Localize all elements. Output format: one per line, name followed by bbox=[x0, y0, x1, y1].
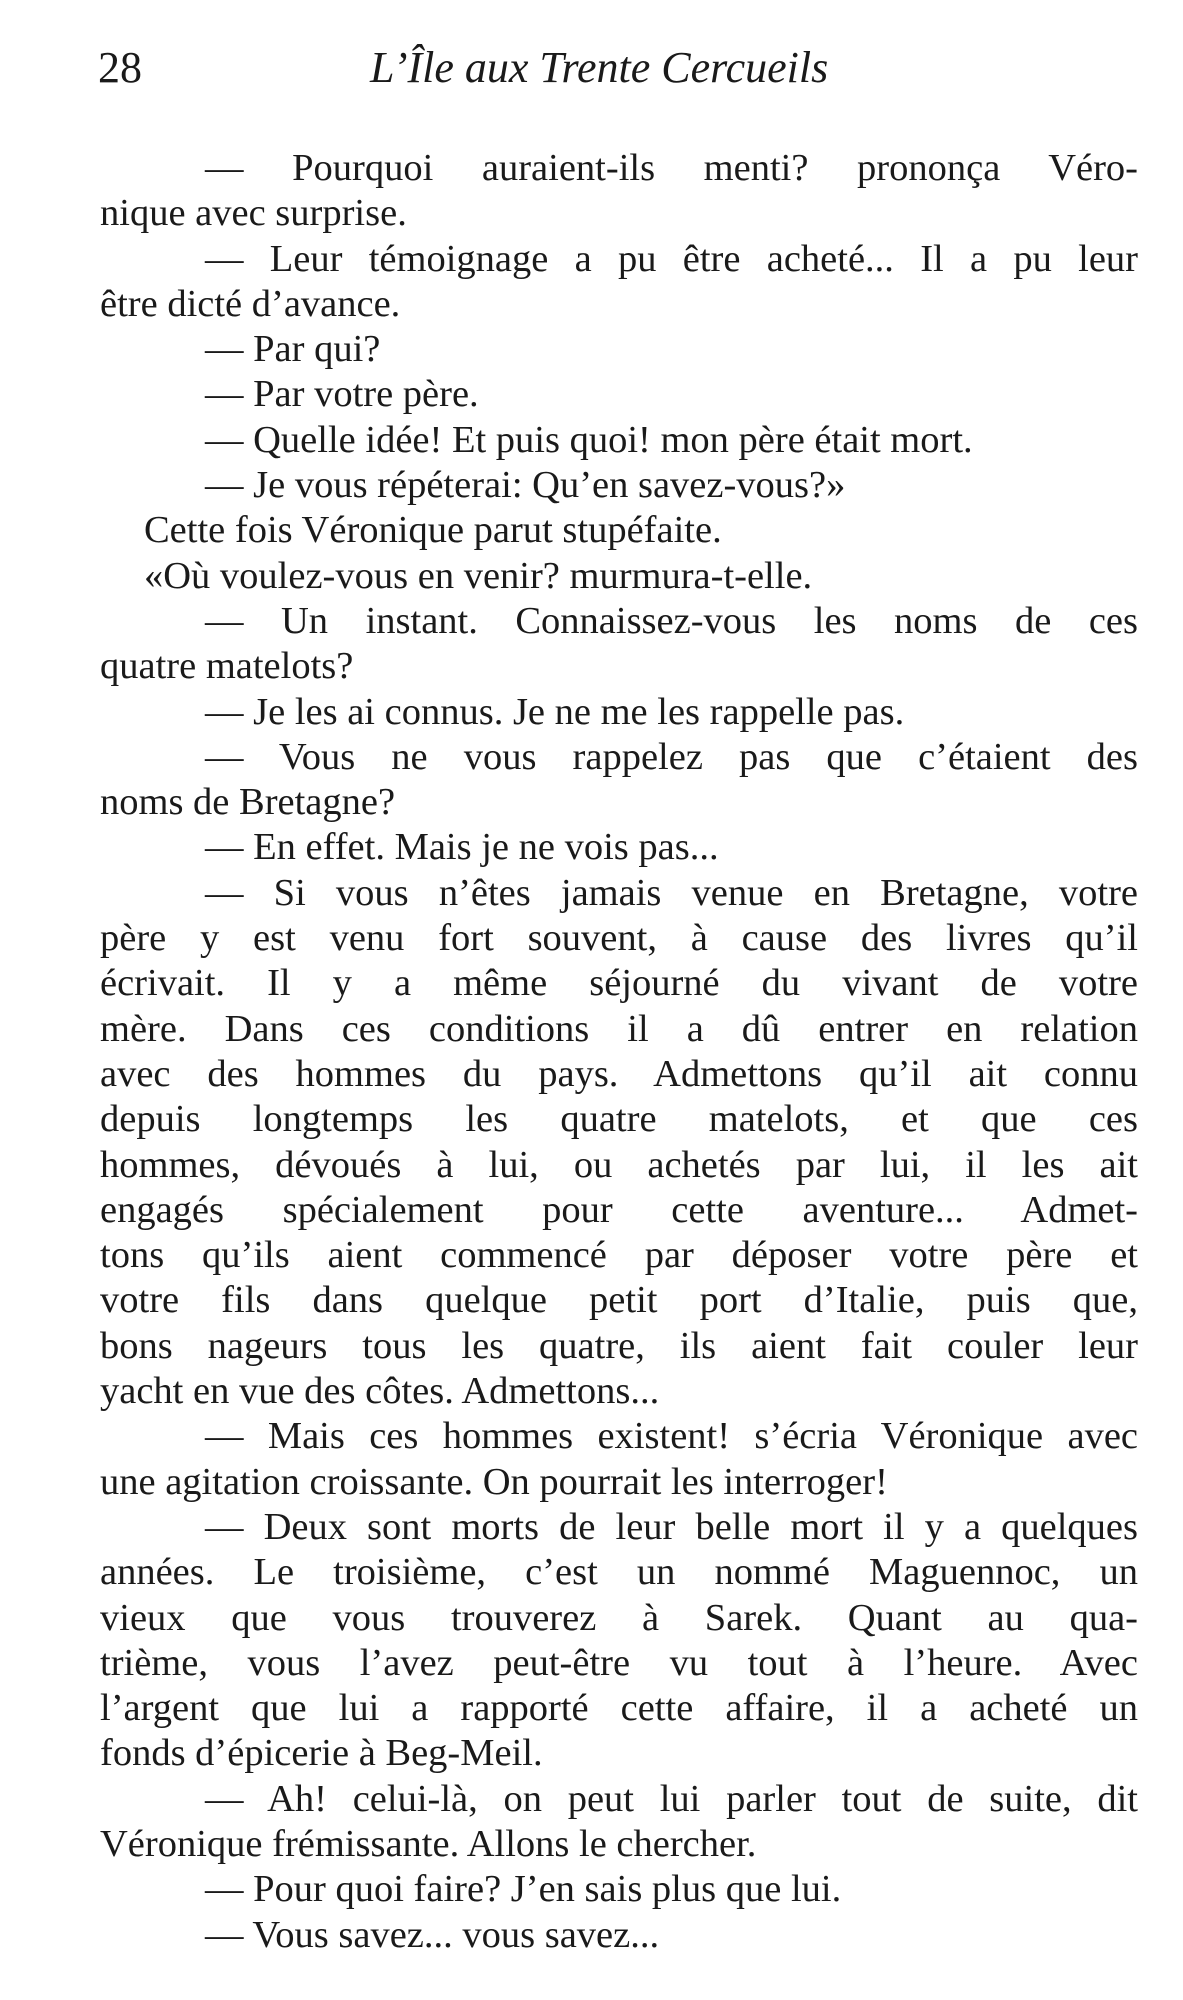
text-line: hommes, dévoués à lui, ou achetés par lui, il les ait bbox=[100, 1143, 1138, 1186]
running-title: L’Île aux Trente Cercueils bbox=[370, 43, 829, 92]
text-line: — Deux sont morts de leur belle mort il y a quelques bbox=[205, 1505, 1138, 1548]
text-line: Véronique frémissante. Allons le chercher. bbox=[100, 1822, 757, 1865]
text-line: — Vous savez... vous savez... bbox=[205, 1913, 660, 1956]
text-line: — Un instant. Connaissez-vous les noms de ces bbox=[205, 599, 1138, 642]
text-line: années. Le troisième, c’est un nommé Maguennoc, un bbox=[100, 1551, 1138, 1594]
text-line: «Où voulez-vous en venir? murmura-t-elle. bbox=[144, 554, 813, 597]
text-line: votre fils dans quelque petit port d’Italie, puis que, bbox=[100, 1279, 1138, 1322]
text-line: — Vous ne vous rappelez pas que c’étaient des bbox=[205, 735, 1138, 778]
text-line: père y est venu fort souvent, à cause des livres qu’il bbox=[100, 917, 1138, 960]
text-line: tons qu’ils aient commencé par déposer votre père et bbox=[100, 1234, 1138, 1277]
text-line: — Je les ai connus. Je ne me les rappelle pas. bbox=[205, 690, 905, 733]
text-line: yacht en vue des côtes. Admettons... bbox=[100, 1370, 660, 1413]
page-header bbox=[98, 38, 1138, 98]
text-line: mère. Dans ces conditions il a dû entrer en relation bbox=[100, 1007, 1138, 1050]
text-line: — Si vous n’êtes jamais venue en Bretagne, votre bbox=[205, 871, 1138, 914]
text-line: depuis longtemps les quatre matelots, et que ces bbox=[100, 1098, 1138, 1141]
text-line: — Leur témoignage a pu être acheté... Il a pu leur bbox=[205, 237, 1138, 280]
text-line: l’argent que lui a rapporté cette affaire, il a acheté un bbox=[100, 1687, 1138, 1730]
body-text bbox=[100, 146, 1138, 1958]
text-line: bons nageurs tous les quatre, ils aient fait couler leur bbox=[100, 1324, 1138, 1367]
text-line: — En effet. Mais je ne vois pas... bbox=[205, 826, 719, 869]
text-line: avec des hommes du pays. Admettons qu’il ait connu bbox=[100, 1052, 1138, 1095]
text-line: vieux que vous trouverez à Sarek. Quant au qua- bbox=[100, 1596, 1138, 1639]
text-line: Cette fois Véronique parut stupéfaite. bbox=[144, 509, 722, 552]
text-line: trième, vous l’avez peut-être vu tout à l’heure. Avec bbox=[100, 1641, 1138, 1684]
text-line: — Quelle idée! Et puis quoi! mon père était mort. bbox=[205, 418, 973, 461]
text-line: noms de Bretagne? bbox=[100, 781, 396, 824]
text-line: — Pour quoi faire? J’en sais plus que lui. bbox=[205, 1868, 842, 1911]
text-line: quatre matelots? bbox=[100, 645, 354, 688]
text-line: une agitation croissante. On pourrait les interroger! bbox=[100, 1460, 888, 1503]
text-line: — Pourquoi auraient-ils menti? prononça Véro- bbox=[205, 147, 1138, 189]
text-line: fonds d’épicerie à Beg-Meil. bbox=[100, 1732, 543, 1775]
page-number: 28 bbox=[98, 43, 142, 92]
text-line: être dicté d’avance. bbox=[100, 282, 401, 325]
text-line: — Ah! celui-là, on peut lui parler tout de suite, dit bbox=[205, 1777, 1138, 1820]
text-line: — Par votre père. bbox=[205, 373, 479, 416]
text-line: écrivait. Il y a même séjourné du vivant de votre bbox=[100, 962, 1138, 1005]
text-line: — Mais ces hommes existent! s’écria Véronique avec bbox=[205, 1415, 1138, 1458]
text-line: — Par qui? bbox=[205, 328, 381, 371]
text-line: nique avec surprise. bbox=[100, 192, 407, 235]
text-line: engagés spécialement pour cette aventure... Admet- bbox=[100, 1188, 1138, 1231]
text-line: — Je vous répéterai: Qu’en savez-vous?» bbox=[205, 464, 846, 507]
